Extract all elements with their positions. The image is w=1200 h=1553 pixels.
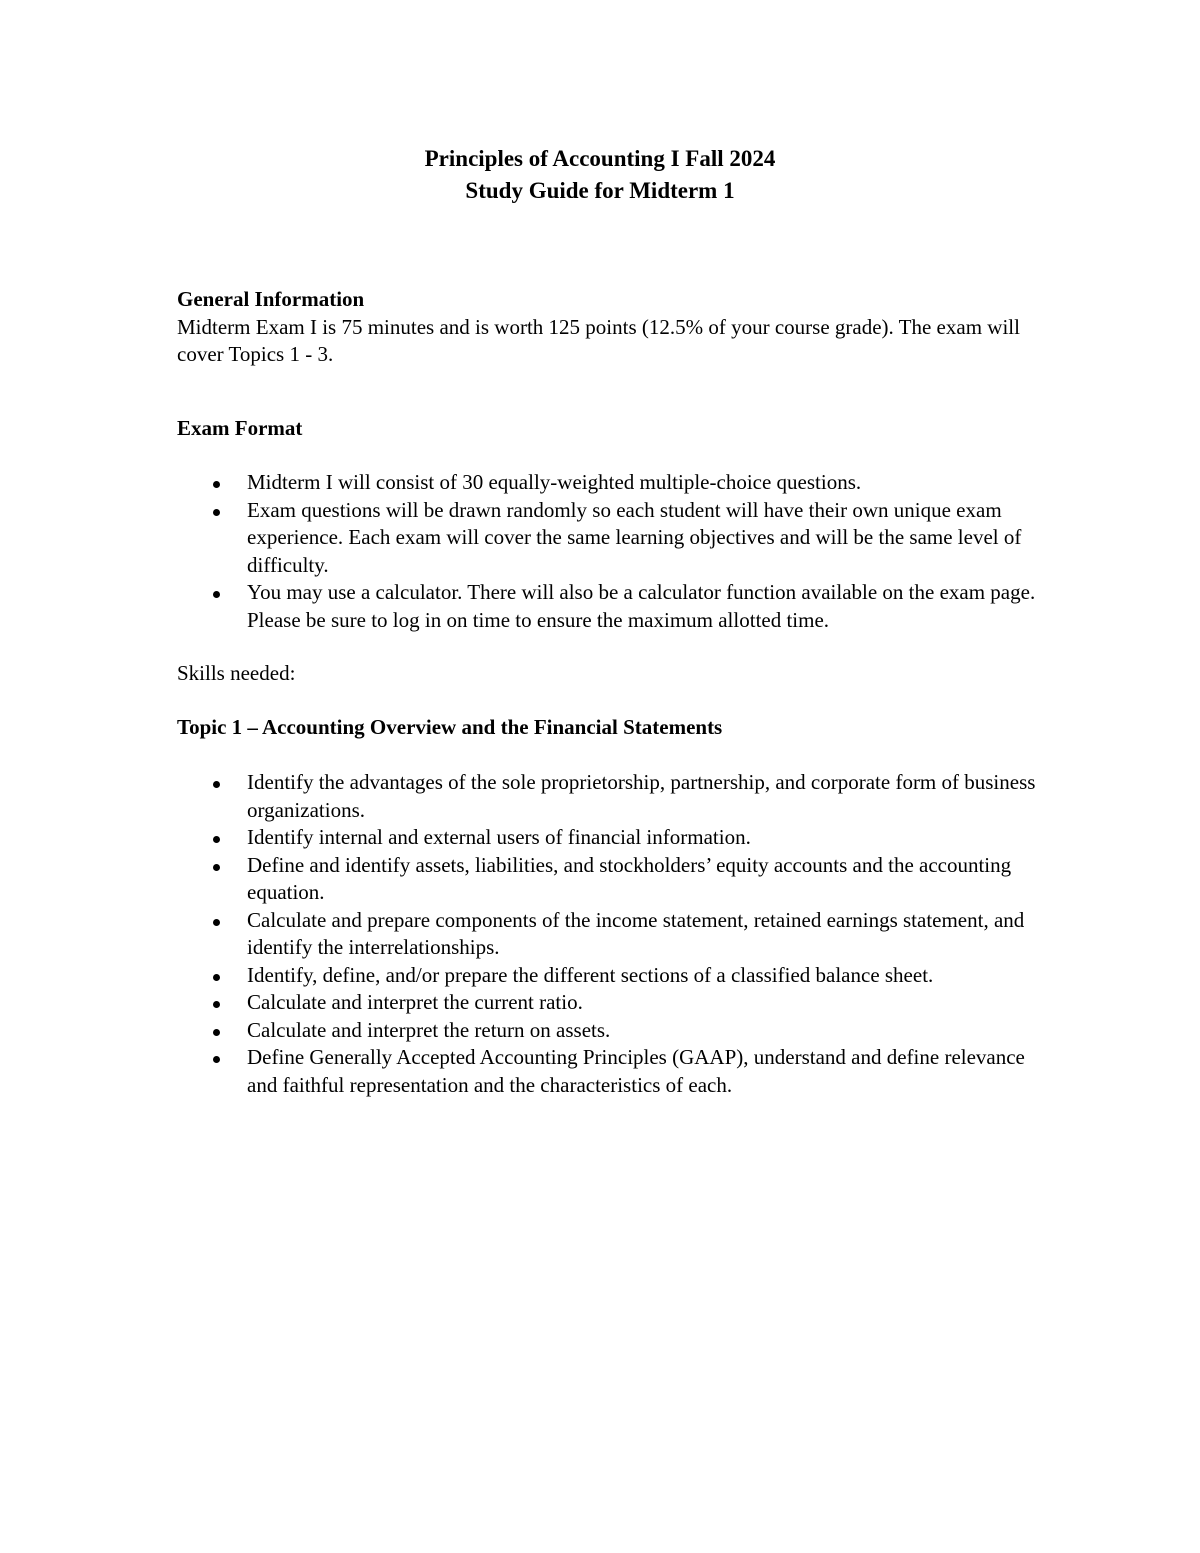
- bullet-icon: [213, 1029, 220, 1036]
- list-item-text: Identify internal and external users of financial information.: [247, 825, 751, 849]
- list-item: [177, 769, 1037, 824]
- list-item: [177, 824, 1037, 852]
- list-item-text: Calculate and interpret the current ratio.: [247, 990, 583, 1014]
- spacer: [177, 688, 1037, 714]
- list-item-text: Define Generally Accepted Accounting Principles (GAAP), understand and define relevance and faithful representation and the characteristics of each.: [247, 1045, 1025, 1097]
- bullet-icon: [213, 1001, 220, 1008]
- exam-format-list: [177, 469, 1037, 634]
- bullet-icon: [213, 481, 220, 488]
- title-line-2: Study Guide for Midterm 1: [465, 178, 735, 203]
- list-item-text: Identify the advantages of the sole proprietorship, partnership, and corporate form of business organizations.: [247, 770, 1036, 822]
- skills-needed-label: Skills needed:: [177, 661, 296, 685]
- general-info-heading: General Information: [177, 287, 365, 311]
- list-item-text: Calculate and prepare components of the income statement, retained earnings statement, and identify the interrelationships.: [247, 907, 1025, 959]
- list-item: [177, 989, 1037, 1017]
- spacer: [177, 741, 1037, 769]
- list-item-text: Define and identify assets, liabilities, and stockholders’ equity accounts and the accounting equation.: [247, 852, 1012, 904]
- list-item-text: You may use a calculator. There will also be a calculator function available on the exam page. Please be sure to log in on time to ensure the maximum allotted time.: [247, 580, 1036, 632]
- list-item-text: Calculate and interpret the return on assets.: [247, 1017, 611, 1042]
- spacer: [177, 369, 1037, 415]
- bullet-icon: [213, 1056, 220, 1063]
- bullet-icon: [213, 864, 220, 871]
- document-body: [177, 286, 1037, 1099]
- bullet-icon: [213, 781, 220, 788]
- list-item: [177, 907, 1037, 962]
- list-item: [177, 579, 1037, 634]
- topic-1-list: [177, 769, 1037, 1099]
- topic-1-heading: Topic 1 – Accounting Overview and the Financial Statements: [177, 714, 723, 739]
- list-item: [177, 1044, 1037, 1099]
- list-item: [177, 852, 1037, 907]
- bullet-icon: [213, 836, 220, 843]
- title-line-1: Principles of Accounting I Fall 2024: [424, 146, 776, 171]
- list-item: [177, 962, 1037, 990]
- list-item: [177, 1017, 1037, 1045]
- spacer: [177, 442, 1037, 469]
- bullet-icon: [213, 591, 220, 598]
- spacer: [177, 634, 1037, 660]
- exam-format-heading: Exam Format: [177, 415, 303, 440]
- general-info-text: Midterm Exam I is 75 minutes and is worth 125 points (12.5% of your course grade). The exam will cover Topics 1 - 3.: [177, 314, 1020, 366]
- bullet-icon: [213, 919, 220, 926]
- list-item-text: Identify, define, and/or prepare the different sections of a classified balance sheet.: [247, 962, 934, 987]
- bullet-icon: [213, 509, 220, 516]
- bullet-icon: [213, 974, 220, 981]
- document-title: [0, 143, 1200, 207]
- list-item: [177, 497, 1037, 580]
- list-item-text: Exam questions will be drawn randomly so each student will have their own unique exam experience. Each exam will cover the same learning objectives and will be the same level of difficulty.: [247, 497, 1022, 577]
- list-item-text: Midterm I will consist of 30 equally-weighted multiple-choice questions.: [247, 470, 862, 494]
- list-item: [177, 469, 1037, 497]
